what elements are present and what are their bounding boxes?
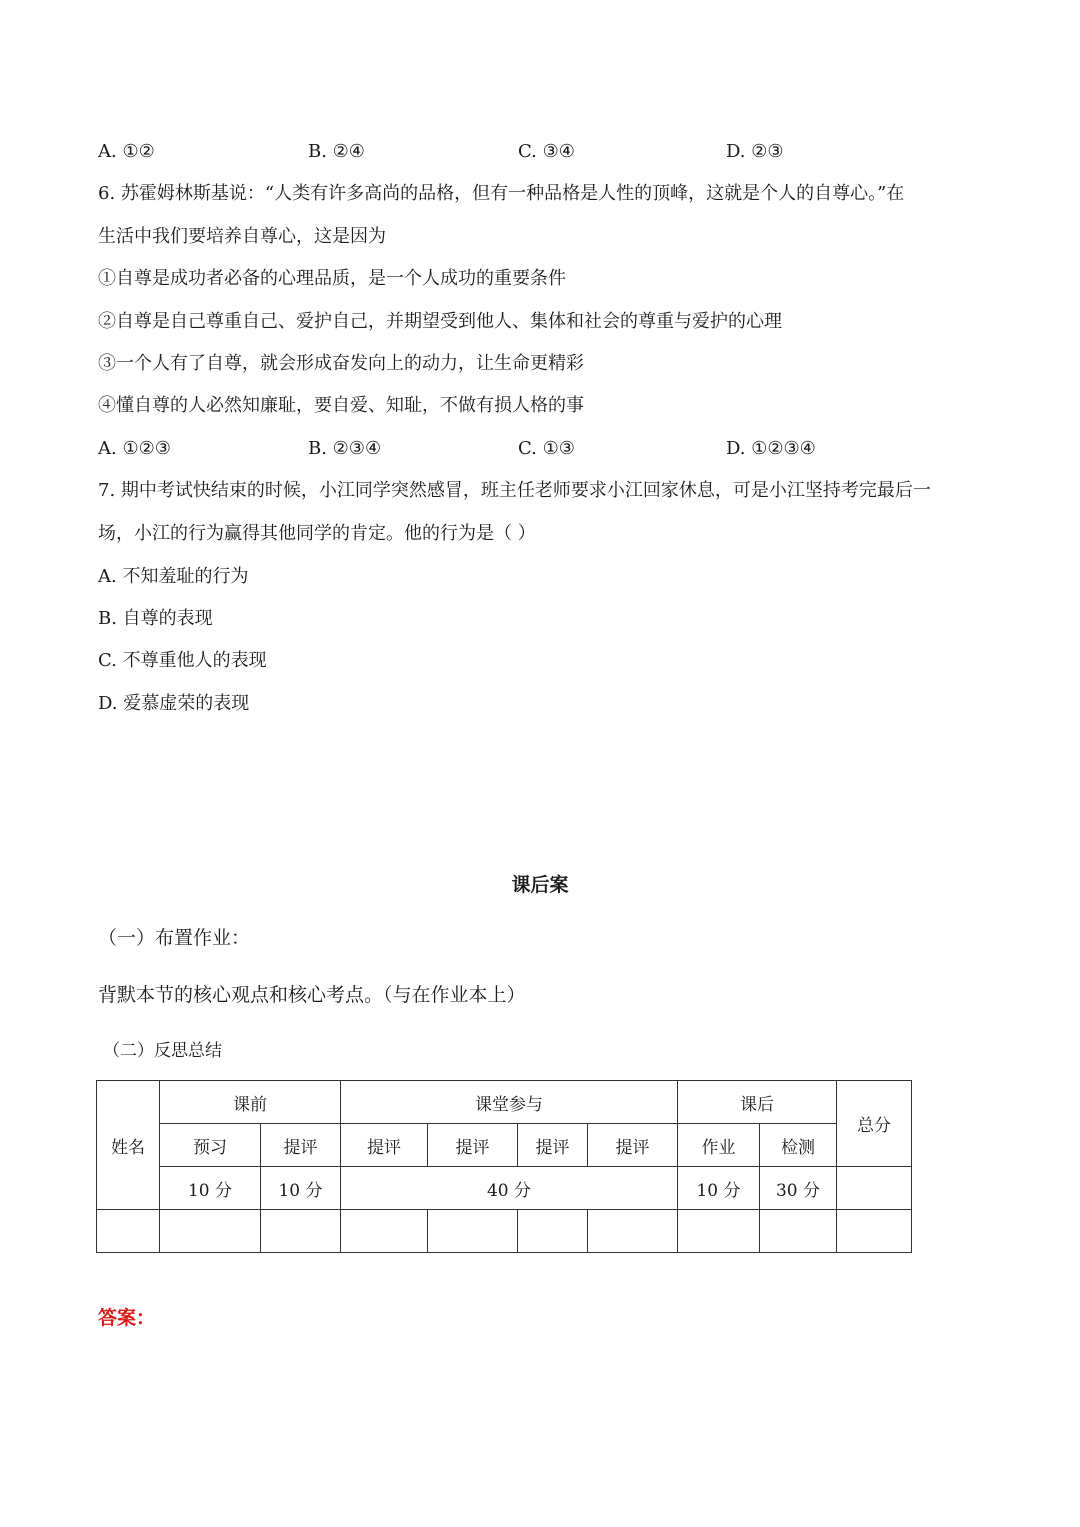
homework-text: 背默本节的核心观点和核心考点。（与在作业本上） — [98, 984, 526, 1006]
table-score-row — [97, 1167, 912, 1210]
score-total-cell — [837, 1167, 912, 1210]
blank-cell — [428, 1210, 518, 1253]
q5-option-b: B. ②④ — [308, 141, 365, 162]
score-table — [96, 1080, 912, 1253]
q6-options — [98, 437, 938, 461]
q5-option-c: C. ③④ — [518, 141, 575, 162]
col-review-cell: 提评 — [261, 1124, 341, 1167]
group-before-cell: 课前 — [160, 1081, 341, 1124]
group-class-cell: 课堂参与 — [341, 1081, 678, 1124]
homework-heading: （一）布置作业： — [98, 927, 251, 949]
class-col-cell: 提评 — [428, 1124, 518, 1167]
blank-cell — [678, 1210, 760, 1253]
answer-label: 答案： — [98, 1307, 156, 1329]
group-after-cell: 课后 — [678, 1081, 837, 1124]
name-label-cell: 姓名 — [97, 1081, 160, 1210]
q6-option-c: C. ①③ — [518, 438, 575, 459]
q6-item-3: ③一个人有了自尊，就会形成奋发向上的动力，让生命更精彩 — [98, 353, 584, 374]
table-blank-row — [97, 1210, 912, 1253]
blank-cell — [261, 1210, 341, 1253]
q6-item-4: ④懂自尊的人必然知廉耻，要自爱、知耻，不做有损人格的事 — [98, 395, 584, 416]
blank-cell — [588, 1210, 678, 1253]
reflection-heading: （二）反思总结 — [103, 1041, 222, 1061]
q7-stem-line1: 7. 期中考试快结束的时候，小江同学突然感冒，班主任老师要求小江回家休息，可是小江坚持考完最后一 — [98, 480, 931, 501]
q5-options — [98, 140, 938, 164]
score-review-cell: 10 分 — [261, 1167, 341, 1210]
q6-option-a: A. ①②③ — [98, 438, 171, 459]
blank-cell — [760, 1210, 837, 1253]
q7-option-b: B. 自尊的表现 — [98, 608, 213, 629]
blank-cell — [837, 1210, 912, 1253]
q6-item-2: ②自尊是自己尊重自己、爱护自己，并期望受到他人、集体和社会的尊重与爱护的心理 — [98, 311, 782, 332]
class-col-cell: 提评 — [588, 1124, 678, 1167]
q7-option-d: D. 爱慕虚荣的表现 — [98, 693, 250, 714]
q7-option-a: A. 不知羞耻的行为 — [98, 566, 249, 587]
col-test-cell: 检测 — [760, 1124, 837, 1167]
class-col-cell: 提评 — [518, 1124, 588, 1167]
blank-cell — [341, 1210, 428, 1253]
q6-stem-line1: 6. 苏霍姆林斯基说：“人类有许多高尚的品格，但有一种品格是人性的顶峰，这就是个人的自尊心。”在 — [98, 183, 905, 204]
total-label-cell: 总分 — [837, 1081, 912, 1167]
score-homework-cell: 10 分 — [678, 1167, 760, 1210]
q6-option-b: B. ②③④ — [308, 438, 382, 459]
col-preview-cell: 预习 — [160, 1124, 261, 1167]
blank-cell — [160, 1210, 261, 1253]
q7-option-c: C. 不尊重他人的表现 — [98, 650, 267, 671]
q6-item-1: ①自尊是成功者必备的心理品质，是一个人成功的重要条件 — [98, 268, 566, 289]
q5-option-a: A. ①② — [98, 141, 155, 162]
q5-option-d: D. ②③ — [726, 141, 784, 162]
q6-stem-line2: 生活中我们要培养自尊心，这是因为 — [98, 226, 386, 247]
q7-stem-line2: 场，小江的行为赢得其他同学的肯定。他的行为是（ ） — [98, 523, 536, 544]
score-test-cell: 30 分 — [760, 1167, 837, 1210]
col-homework-cell: 作业 — [678, 1124, 760, 1167]
score-class-cell: 40 分 — [341, 1167, 678, 1210]
blank-cell — [518, 1210, 588, 1253]
after-class-title: 课后案 — [511, 874, 569, 896]
table-header-row-1 — [97, 1081, 912, 1124]
blank-cell — [97, 1210, 160, 1253]
table-header-row-2 — [97, 1124, 912, 1167]
q6-option-d: D. ①②③④ — [726, 438, 816, 459]
score-preview-cell: 10 分 — [160, 1167, 261, 1210]
class-col-cell: 提评 — [341, 1124, 428, 1167]
